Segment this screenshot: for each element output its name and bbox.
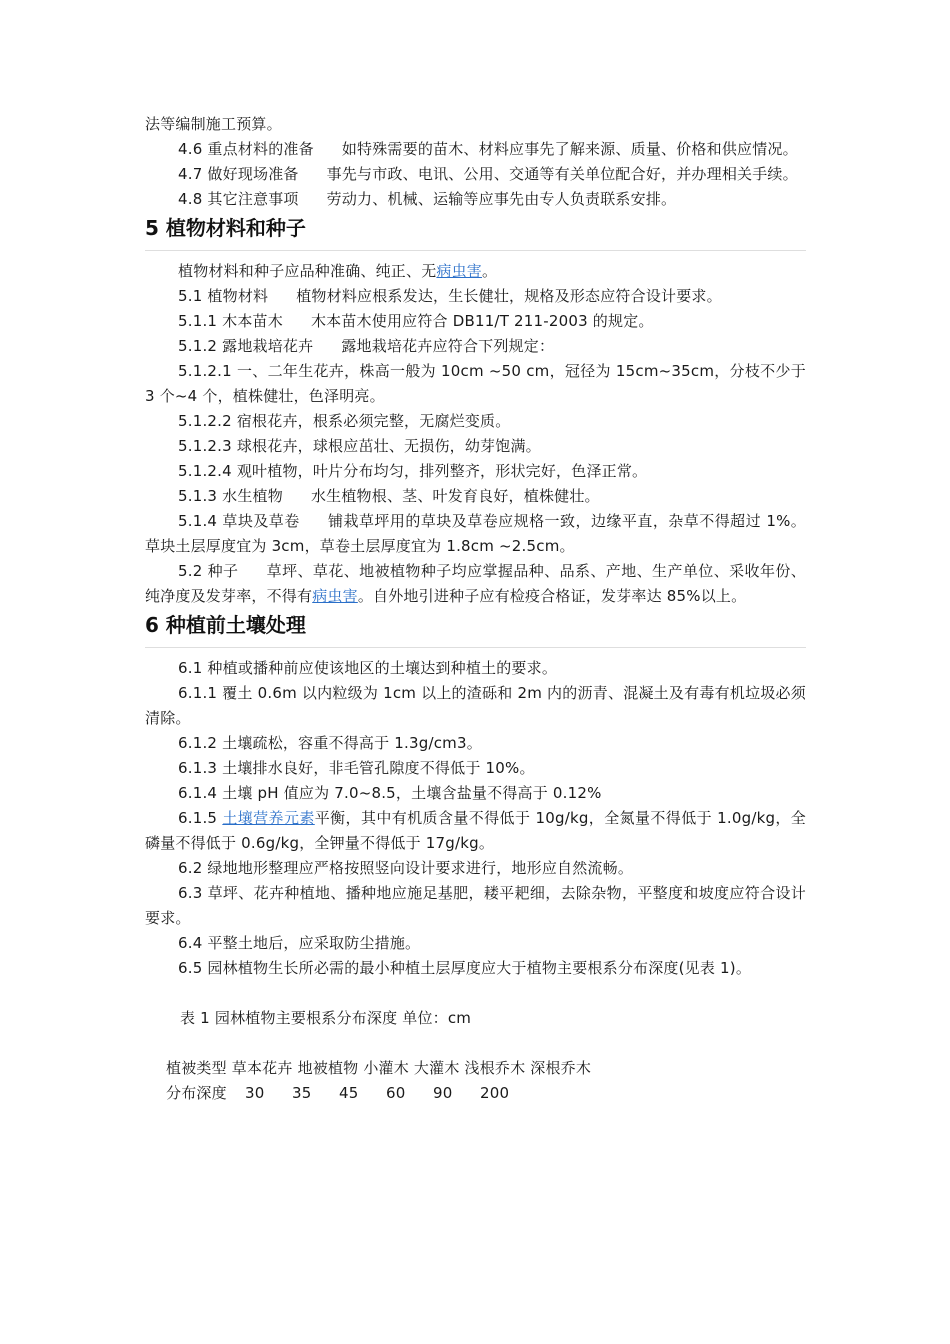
table-data-row [145, 1081, 806, 1106]
paragraph-5-1-2-3: 5.1.2.3 球根花卉，球根应茁壮、无损伤，幼芽饱满。 [178, 437, 541, 455]
table-header-cell: 地被植物 [297, 1059, 359, 1077]
paragraph-5-1-4 [145, 509, 806, 559]
clause-body: 铺栽草坪用的草块及草卷应规格一致，边缘平直，杂草不得超过 1%。草块土层厚度宜为 3cm，草卷土层厚度宜为 1.8cm ~2.5cm。 [145, 512, 807, 555]
section-5-intro [145, 259, 806, 284]
paragraph-5-1-2-2: 5.1.2.2 宿根花卉，根系必须完整，无腐烂变质。 [178, 412, 511, 430]
table-cell: 90 [433, 1084, 453, 1102]
soil-nutrient-link[interactable]: 土壤营养元素 [222, 809, 315, 827]
paragraph-5-1-3 [145, 484, 806, 509]
pest-link[interactable]: 病虫害 [312, 587, 358, 605]
clause-body: 如特殊需要的苗木、材料应事先了解来源、质量、价格和供应情况。 [341, 140, 798, 158]
paragraph-6-1-1: 6.1.1 覆土 0.6m 以内粒级为 1cm 以上的渣砾和 2m 内的沥青、混凝土及有毒有机垃圾必须清除。 [145, 684, 806, 727]
paragraph-5-1-1 [145, 309, 806, 334]
paragraph-4-6 [145, 137, 806, 162]
table-header-cell: 小灌木 [363, 1059, 409, 1077]
paragraph-6-4: 6.4 平整土地后，应采取防尘措施。 [178, 934, 421, 952]
clause-body: 木本苗木使用应符合 DB11/T 211-2003 的规定。 [310, 312, 654, 330]
clause-heading: 4.8 其它注意事项 [178, 190, 299, 208]
paragraph-5-1-2-4: 5.1.2.4 观叶植物，叶片分布均匀，排列整齐，形状完好，色泽正常。 [178, 462, 648, 480]
section-6-heading: 6 种植前土壤处理 [145, 609, 806, 648]
paragraph-6-1: 6.1 种植或播种前应使该地区的土壤达到种植土的要求。 [178, 659, 558, 677]
paragraph-5-1-2-1: 5.1.2.1 一、二年生花卉，株高一般为 10cm ~50 cm，冠径为 15cm~35cm，分枝不少于 3 个~4 个，植株健壮，色泽明亮。 [145, 362, 806, 405]
paragraph-6-1-5 [145, 806, 806, 856]
clause-body-end: 。自外地引进种子应有检疫合格证，发芽率达 85%以上。 [357, 587, 747, 605]
clause-body: 草坪、草花、地被植物种子均应掌握品种、品系、产地、生产单位、采收年份、纯净度及发芽率，不得有 [145, 562, 806, 605]
clause-heading: 4.6 重点材料的准备 [178, 140, 314, 158]
table-cell: 35 [292, 1084, 312, 1102]
paragraph-4-7 [145, 162, 806, 187]
paragraph-4-8 [145, 187, 806, 212]
table-row-label: 分布深度 [166, 1084, 227, 1102]
clause-heading: 5.1.1 木本苗木 [178, 312, 283, 330]
clause-heading: 5.1.2 露地栽培花卉 [178, 337, 314, 355]
clause-heading: 5.1.3 水生植物 [178, 487, 283, 505]
pest-link[interactable]: 病虫害 [436, 262, 483, 280]
intro-end: 。 [482, 262, 498, 280]
table-caption: 表 1 园林植物主要根系分布深度 单位：cm [180, 1009, 472, 1027]
table-header-cell: 深根乔木 [530, 1059, 592, 1077]
clause-heading: 5.2 种子 [178, 562, 239, 580]
intro-text: 植物材料和种子应品种准确、纯正、无 [178, 262, 437, 280]
paragraph-6-3: 6.3 草坪、花卉种植地、播种地应施足基肥，耧平耙细，去除杂物，平整度和坡度应符合设计要求。 [145, 884, 806, 927]
table-cell: 200 [480, 1084, 510, 1102]
clause-body: 平衡，其中有机质含量不得低于 10g/kg，全氮量不得低于 1.0g/kg，全磷量不得低于 0.6g/kg，全钾量不得低于 17g/kg。 [145, 809, 806, 852]
paragraph-5-1 [145, 284, 806, 309]
paragraph-6-1-2: 6.1.2 土壤疏松，容重不得高于 1.3g/cm3。 [178, 734, 482, 752]
paragraph-6-1-4: 6.1.4 土壤 pH 值应为 7.0~8.5，土壤含盐量不得高于 0.12% [178, 784, 602, 802]
clause-heading: 5.1.4 草块及草卷 [178, 512, 300, 530]
paragraph-5-2 [145, 559, 806, 609]
paragraph-5-1-2 [145, 334, 806, 359]
paragraph-6-1-3: 6.1.3 土壤排水良好，非毛管孔隙度不得低于 10%。 [178, 759, 535, 777]
document-page [145, 112, 806, 1106]
table-cell: 45 [339, 1084, 359, 1102]
section-5-heading: 5 植物材料和种子 [145, 212, 806, 251]
table-header-cell: 浅根乔木 [464, 1059, 526, 1077]
table-cell: 30 [245, 1084, 265, 1102]
clause-body: 植物材料应根系发达，生长健壮，规格及形态应符合设计要求。 [296, 287, 722, 305]
paragraph-6-2: 6.2 绿地地形整理应严格按照竖向设计要求进行，地形应自然流畅。 [178, 859, 634, 877]
clause-heading: 5.1 植物材料 [178, 287, 269, 305]
clause-body: 露地栽培花卉应符合下列规定： [341, 337, 555, 355]
clause-body: 事先与市政、电讯、公用、交通等有关单位配合好，并办理相关手续。 [326, 165, 798, 183]
table-header-row [145, 1056, 806, 1081]
table-header-cell: 草本花卉 [231, 1059, 293, 1077]
paragraph-6-5: 6.5 园林植物生长所必需的最小种植土层厚度应大于植物主要根系分布深度(见表 1)。 [178, 959, 752, 977]
table-header-cell: 大灌木 [413, 1059, 460, 1077]
clause-heading: 4.7 做好现场准备 [178, 165, 299, 183]
table-cell: 60 [386, 1084, 406, 1102]
paragraph-continuation: 法等编制施工预算。 [145, 115, 282, 133]
clause-body: 劳动力、机械、运输等应事先由专人负责联系安排。 [326, 190, 677, 208]
table-header-cell: 植被类型 [166, 1059, 227, 1077]
clause-number: 6.1.5 [178, 809, 223, 827]
clause-body: 水生植物根、茎、叶发育良好，植株健壮。 [310, 487, 600, 505]
